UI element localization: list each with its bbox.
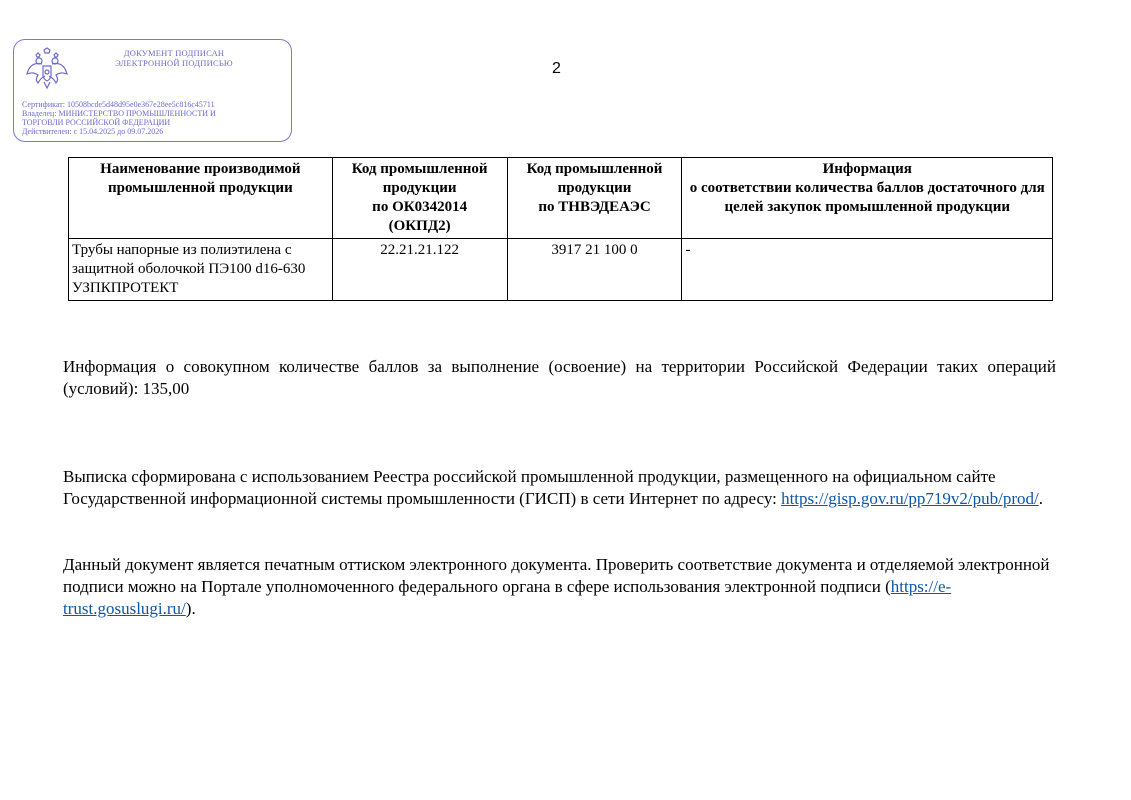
table-row bbox=[69, 239, 1053, 301]
header-info-line2: о соответствии количества баллов достаточного для целей закупок промышленной продукции bbox=[689, 180, 1045, 215]
cell-score-info: - bbox=[682, 239, 1053, 301]
extract-suffix: . bbox=[1038, 489, 1044, 508]
header-score-info bbox=[682, 158, 1053, 239]
extract-paragraph bbox=[63, 466, 1056, 510]
coat-of-arms-icon bbox=[24, 46, 70, 92]
header-product-name: Наименование производимой промышленной продукции bbox=[69, 158, 333, 239]
header-tnved-line2: по ТНВЭДЕАЭС bbox=[538, 199, 651, 215]
cell-product-name: Трубы напорные из полиэтилена с защитной оболочкой ПЭ100 d16-630 УЗПКПРОТЕКТ bbox=[69, 239, 333, 301]
header-info-line1: Информация bbox=[822, 161, 912, 177]
extract-text: Выписка сформирована с использованием Реестра российской промышленной продукции, размещенного на официальном сайте Государственной информационной системы промышленности (ГИСП) в сети Интернет по адресу: bbox=[63, 467, 996, 508]
header-okpd2-line2: по ОК0342014 bbox=[372, 199, 468, 215]
header-tnved-code bbox=[507, 158, 682, 239]
electronic-signature-stamp bbox=[13, 39, 292, 142]
stamp-details bbox=[22, 100, 290, 136]
page-number: 2 bbox=[552, 60, 561, 77]
cell-tnved-code: 3917 21 100 0 bbox=[507, 239, 682, 301]
stamp-certificate: Сертификат: 10508bcde5d48d95e0e367e28ee5c816c45711 bbox=[22, 100, 215, 109]
header-okpd2-line3: (ОКПД2) bbox=[388, 218, 451, 234]
header-tnved-line1: Код промышленной продукции bbox=[526, 161, 663, 196]
stamp-owner-line2: ТОРГОВЛИ РОССИЙСКОЙ ФЕДЕРАЦИИ bbox=[22, 118, 171, 127]
stamp-title bbox=[74, 48, 274, 68]
notice-suffix: ). bbox=[185, 599, 196, 618]
stamp-validity: Действителен: с 15.04.2025 до 09.07.2026 bbox=[22, 127, 164, 136]
gisp-link[interactable]: https://gisp.gov.ru/pp719v2/pub/prod/ bbox=[781, 489, 1039, 508]
notice-paragraph bbox=[63, 554, 1056, 620]
score-paragraph: Информация о совокупном количестве баллов за выполнение (освоение) на территории Российской Федерации таких операций (условий): 135,00 bbox=[63, 357, 1056, 398]
table-header-row bbox=[69, 158, 1053, 239]
stamp-title-line1: ДОКУМЕНТ ПОДПИСАН bbox=[123, 48, 225, 58]
stamp-owner-line1: Владелец: МИНИСТЕРСТВО ПРОМЫШЛЕННОСТИ И bbox=[22, 109, 216, 118]
e-trust-link[interactable]: https://e-trust.gosuslugi.ru/ bbox=[63, 577, 952, 618]
header-okpd2-code bbox=[332, 158, 507, 239]
header-okpd2-line1: Код промышленной продукции bbox=[351, 161, 488, 196]
notice-text: Данный документ является печатным оттиском электронного документа. Проверить соответствие документа и отделяемой электронной подписи можно на Портале уполномоченного федерального органа в сфере использования электронной подписи ( bbox=[63, 555, 1050, 596]
stamp-title-line2: ЭЛЕКТРОННОЙ ПОДПИСЬЮ bbox=[115, 58, 233, 68]
products-table bbox=[68, 157, 1053, 301]
cell-okpd2-code: 22.21.21.122 bbox=[332, 239, 507, 301]
